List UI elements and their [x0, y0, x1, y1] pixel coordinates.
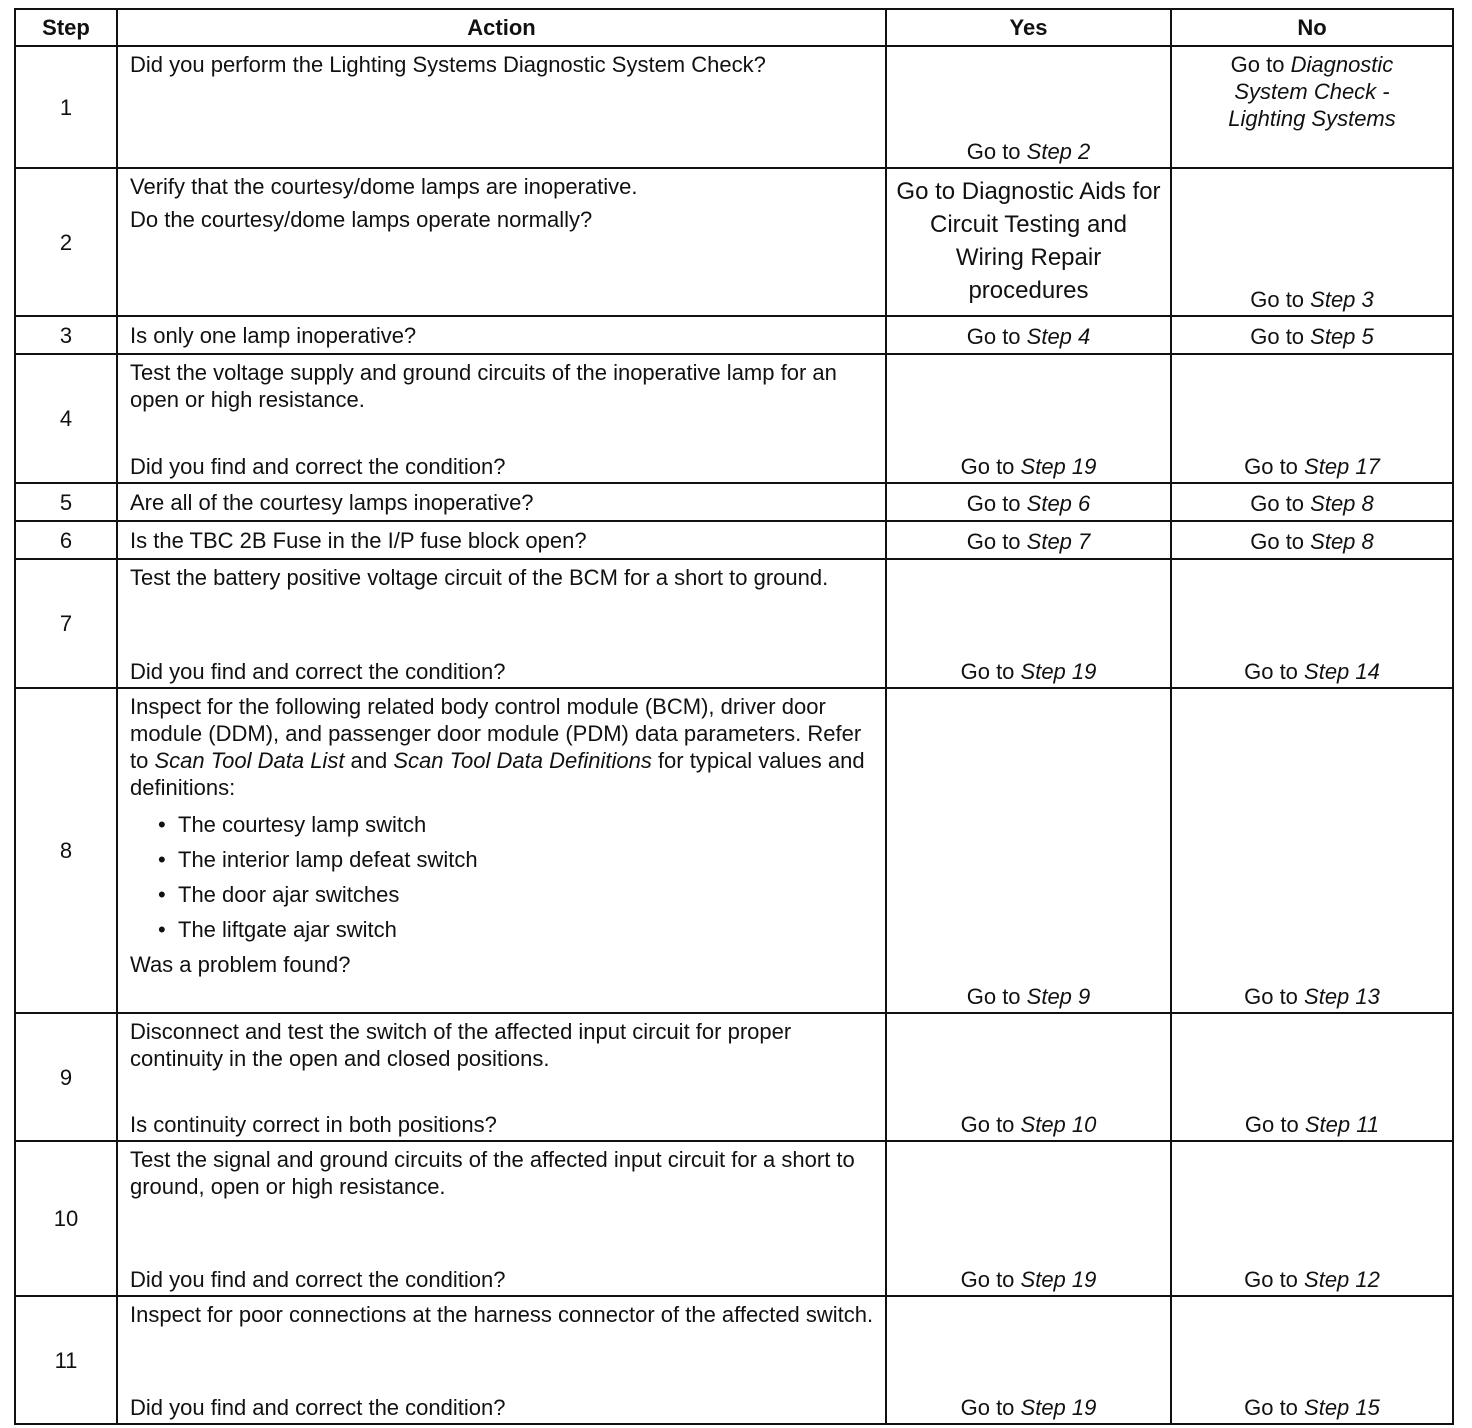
no-prefix: Go to [1244, 1395, 1305, 1420]
yes-prefix: Go to [960, 454, 1021, 479]
no-step-link[interactable]: Step 12 [1304, 1267, 1380, 1292]
list-item: • The liftgate ajar switch [156, 912, 877, 947]
no-cell [1171, 168, 1453, 316]
step-number: 11 [15, 1296, 117, 1424]
scan-tool-data-definitions-ref[interactable]: Scan Tool Data Definitions [393, 748, 652, 773]
action-text: Test the voltage supply and ground circuits of the inoperative lamp for an open or high resistance. [130, 360, 837, 412]
action-cell [117, 1013, 886, 1141]
no-step-link[interactable]: Step 8 [1310, 528, 1374, 554]
table-row [15, 46, 1453, 168]
step-number: 10 [15, 1141, 117, 1296]
action-cell [117, 483, 886, 521]
yes-prefix: Go to [960, 1267, 1021, 1292]
no-prefix: Go to [1230, 52, 1291, 77]
no-cell [1171, 46, 1453, 168]
no-prefix: Go to [1250, 323, 1311, 349]
yes-step-link[interactable]: Step 6 [1026, 490, 1091, 516]
yes-prefix: Go to [966, 984, 1027, 1009]
yes-prefix: Go to [960, 659, 1021, 684]
yes-step-link[interactable]: Step 19 [1020, 1267, 1097, 1292]
yes-prefix: Go to [966, 528, 1027, 554]
step-number: 5 [15, 483, 117, 521]
action-text [130, 693, 877, 801]
header-step: Step [15, 9, 117, 46]
action-question: Is continuity correct in both positions? [130, 1112, 497, 1137]
action-question: Do the courtesy/dome lamps operate normally? [130, 207, 593, 232]
table-row [15, 1141, 1453, 1296]
no-cell [1171, 1141, 1453, 1296]
action-text: Verify that the courtesy/dome lamps are inoperative. [130, 174, 638, 199]
action-cell [117, 1296, 886, 1424]
yes-cell [886, 316, 1171, 354]
yes-step-link[interactable]: Step 19 [1020, 1395, 1097, 1420]
yes-cell [886, 1296, 1171, 1424]
no-step-link[interactable]: Step 14 [1304, 659, 1380, 684]
step-number: 6 [15, 521, 117, 559]
no-step-link[interactable]: Step 15 [1304, 1395, 1380, 1420]
no-reference-link[interactable]: Diagnostic System Check - Lighting Systems [1228, 52, 1396, 131]
header-action: Action [117, 9, 886, 46]
yes-prefix: Go to [966, 490, 1027, 516]
yes-prefix: Go to [966, 323, 1027, 349]
no-prefix: Go to [1244, 984, 1305, 1009]
no-cell [1171, 483, 1453, 521]
action-text: Is only one lamp inoperative? [130, 322, 417, 348]
no-prefix: Go to [1244, 659, 1305, 684]
yes-step-link[interactable]: Step 4 [1026, 323, 1091, 349]
list-item: • The courtesy lamp switch [156, 807, 877, 842]
step-number: 8 [15, 688, 117, 1013]
no-cell [1171, 559, 1453, 688]
yes-step-link[interactable]: Step 2 [1026, 139, 1091, 164]
yes-prefix: Go to [960, 1112, 1021, 1137]
parameter-list [156, 807, 877, 947]
header-no: No [1171, 9, 1453, 46]
action-text: Test the signal and ground circuits of the affected input circuit for a short to ground, open or high resistance. [130, 1147, 855, 1199]
yes-cell [886, 1013, 1171, 1141]
action-question: Was a problem found? [130, 952, 351, 977]
yes-cell [886, 46, 1171, 168]
header-yes: Yes [886, 9, 1171, 46]
table-row [15, 521, 1453, 559]
action-text: Are all of the courtesy lamps inoperative? [130, 489, 534, 515]
yes-step-link[interactable]: Step 19 [1020, 454, 1097, 479]
yes-step-link[interactable]: Step 10 [1020, 1112, 1097, 1137]
yes-step-link[interactable]: Step 19 [1020, 659, 1097, 684]
step-number: 2 [15, 168, 117, 316]
yes-step-link[interactable]: Step 9 [1026, 984, 1091, 1009]
action-text: Test the battery positive voltage circuit of the BCM for a short to ground. [130, 565, 829, 590]
action-text: Inspect for poor connections at the harness connector of the affected switch. [130, 1302, 874, 1327]
scan-tool-data-list-ref[interactable]: Scan Tool Data List [154, 748, 345, 773]
no-step-link[interactable]: Step 5 [1310, 323, 1374, 349]
no-cell [1171, 1296, 1453, 1424]
action-cell [117, 1141, 886, 1296]
action-question: Did you find and correct the condition? [130, 1395, 506, 1420]
table-row [15, 168, 1453, 316]
table-row [15, 483, 1453, 521]
table-row [15, 1296, 1453, 1424]
action-intro: Inspect for the following related body control module (BCM), driver door module (DDM), and passenger door module (PDM) data parameters. Refer to [130, 694, 862, 773]
action-question: Did you find and correct the condition? [130, 1267, 506, 1292]
yes-cell [886, 1141, 1171, 1296]
step-number: 9 [15, 1013, 117, 1141]
action-cell [117, 688, 886, 1013]
action-cell [117, 354, 886, 483]
no-prefix: Go to [1250, 490, 1311, 516]
action-tail: for typical values and definitions: [130, 748, 865, 800]
no-prefix: Go to [1244, 1112, 1305, 1137]
action-text: Did you perform the Lighting Systems Diagnostic System Check? [130, 52, 766, 77]
step-number: 1 [15, 46, 117, 168]
header-row [15, 9, 1453, 46]
yes-cell [886, 168, 1171, 316]
action-text: Is the TBC 2B Fuse in the I/P fuse block open? [130, 527, 587, 553]
no-prefix: Go to [1250, 287, 1311, 312]
yes-text: Go to Diagnostic Aids for Circuit Testing and Wiring Repair procedures [896, 178, 1161, 304]
list-item: • The door ajar switches [156, 877, 877, 912]
no-prefix: Go to [1250, 528, 1311, 554]
no-step-link[interactable]: Step 17 [1304, 454, 1380, 479]
table-row [15, 1013, 1453, 1141]
action-cell [117, 559, 886, 688]
action-cell [117, 46, 886, 168]
no-cell [1171, 521, 1453, 559]
action-text: Disconnect and test the switch of the affected input circuit for proper continuity in the open and closed positions. [130, 1019, 792, 1071]
yes-cell [886, 521, 1171, 559]
action-and: and [344, 748, 394, 773]
no-step-link[interactable]: Step 8 [1310, 490, 1374, 516]
table-row [15, 316, 1453, 354]
no-prefix: Go to [1244, 454, 1305, 479]
yes-prefix: Go to [960, 1395, 1021, 1420]
action-question: Did you find and correct the condition? [130, 659, 506, 684]
yes-step-link[interactable]: Step 7 [1026, 528, 1091, 554]
no-step-link[interactable]: Step 13 [1304, 984, 1380, 1009]
no-cell [1171, 1013, 1453, 1141]
no-prefix: Go to [1244, 1267, 1305, 1292]
table-row [15, 559, 1453, 688]
action-cell [117, 168, 886, 316]
yes-cell [886, 688, 1171, 1013]
step-number: 4 [15, 354, 117, 483]
table-row [15, 688, 1453, 1013]
step-number: 3 [15, 316, 117, 354]
no-step-link[interactable]: Step 11 [1304, 1112, 1380, 1137]
no-step-link[interactable]: Step 3 [1310, 287, 1374, 312]
action-cell [117, 521, 886, 559]
no-cell [1171, 354, 1453, 483]
yes-prefix: Go to [966, 139, 1027, 164]
yes-cell [886, 483, 1171, 521]
diagnostic-table [14, 8, 1454, 1425]
list-item: • The interior lamp defeat switch [156, 842, 877, 877]
yes-cell [886, 354, 1171, 483]
no-cell [1171, 316, 1453, 354]
action-question: Did you find and correct the condition? [130, 454, 506, 479]
yes-cell [886, 559, 1171, 688]
table-row [15, 354, 1453, 483]
step-number: 7 [15, 559, 117, 688]
no-cell [1171, 688, 1453, 1013]
action-cell [117, 316, 886, 354]
